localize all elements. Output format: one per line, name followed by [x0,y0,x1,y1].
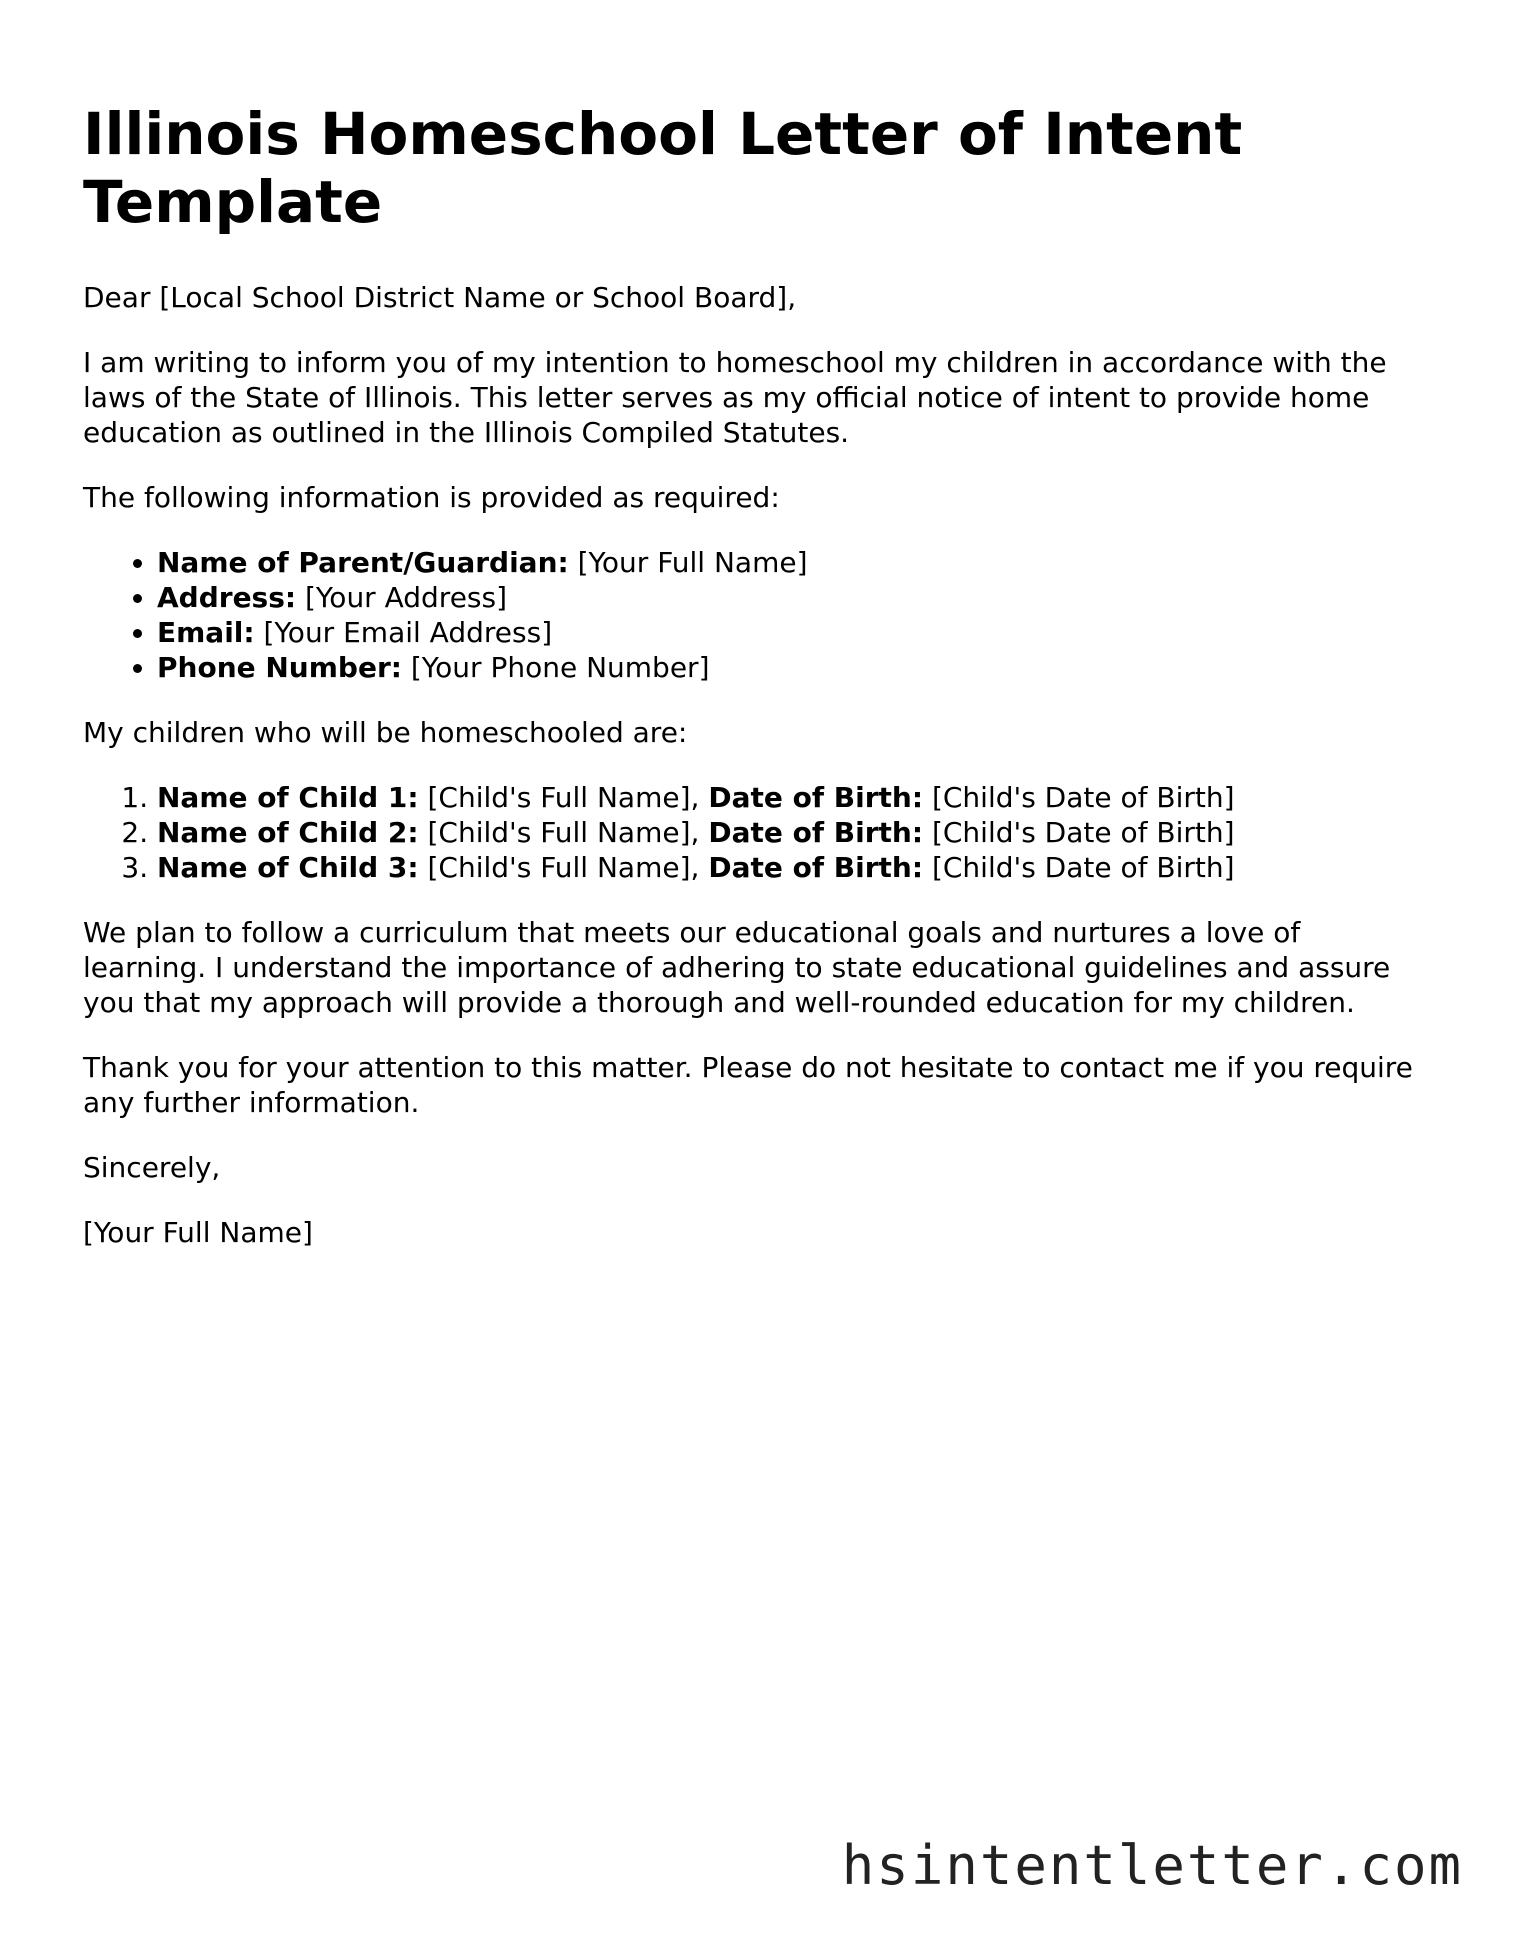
signature: [Your Full Name] [83,1216,313,1249]
info-label-phone: Phone Number: [157,651,402,684]
info-label-email: Email: [157,616,255,649]
list-item [157,615,1423,650]
list-item [157,780,1423,815]
child-name-label: Name of Child 2: [157,816,419,849]
curriculum-paragraph: We plan to follow a curriculum that meets our educational goals and nurtures a love of learning. I understand the importance of adhering to state educational guidelines and assure you that my approach will provide a thorough and well-rounded education for my children. [83,916,1391,1019]
info-label-address: Address: [157,581,297,614]
info-value-email: [Your Email Address] [263,616,553,649]
child-dob-label: Date of Birth: [708,781,924,814]
child-name-label: Name of Child 3: [157,851,419,884]
children-lead: My children who will be homeschooled are: [83,716,688,749]
thanks-paragraph: Thank you for your attention to this matter. Please do not hesitate to contact me if you require any further information. [83,1051,1413,1119]
list-item [157,580,1423,615]
footer-website: hsintentletter.com [841,1834,1463,1897]
child-name-value: [Child's Full Name], [427,851,700,884]
list-item [157,850,1423,885]
child-dob-label: Date of Birth: [708,851,924,884]
child-dob-value: [Child's Date of Birth] [931,781,1235,814]
info-value-address: [Your Address] [305,581,508,614]
children-list [83,780,1423,885]
page-title: Illinois Homeschool Letter of Intent Template [83,100,1243,236]
salutation: Dear [Local School District Name or School Board], [83,281,797,314]
info-lead: The following information is provided as required: [83,481,780,514]
letter-document [83,100,1423,1280]
info-value-parent: [Your Full Name] [577,546,808,579]
info-value-phone: [Your Phone Number] [410,651,710,684]
list-item [157,545,1423,580]
child-dob-label: Date of Birth: [708,816,924,849]
parent-info-list [83,545,1423,685]
child-dob-value: [Child's Date of Birth] [931,816,1235,849]
child-name-value: [Child's Full Name], [427,816,700,849]
intro-paragraph: I am writing to inform you of my intention to homeschool my children in accordance with the laws of the State of Illinois. This letter serves as my official notice of intent to provide home education as outlined in the Illinois Compiled Statutes. [83,346,1387,449]
child-name-label: Name of Child 1: [157,781,419,814]
child-name-value: [Child's Full Name], [427,781,700,814]
list-item [157,815,1423,850]
list-item [157,650,1423,685]
closing: Sincerely, [83,1151,221,1184]
info-label-parent: Name of Parent/Guardian: [157,546,569,579]
child-dob-value: [Child's Date of Birth] [931,851,1235,884]
